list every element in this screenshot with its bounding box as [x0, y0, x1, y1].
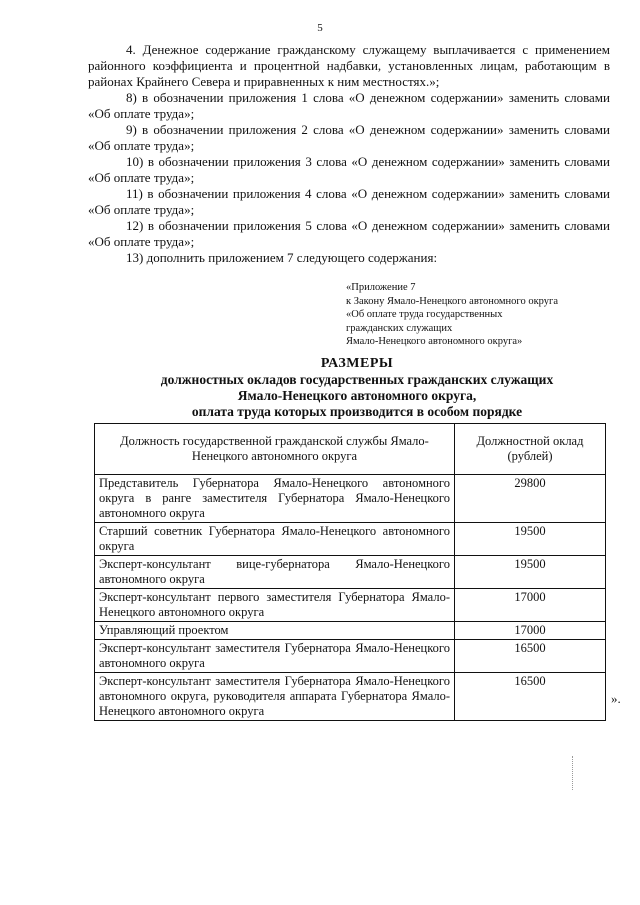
position-cell: Представитель Губернатора Ямало-Ненецкого автономного округа в ранге заместителя Губернатора Ямало-Ненецкого автономного округа — [95, 475, 455, 523]
document-title — [88, 356, 626, 420]
table-row — [95, 475, 606, 523]
table-row — [95, 640, 606, 673]
page-number: 5 — [317, 22, 323, 34]
paragraph: 13) дополнить приложением 7 следующего содержания: — [126, 250, 438, 265]
table-row — [95, 523, 606, 556]
paragraph: 10) в обозначении приложения 3 слова «О денежном содержании» заменить словами «Об оплате труда»; — [88, 154, 610, 185]
position-cell: Старший советник Губернатора Ямало-Ненецкого автономного округа — [95, 523, 455, 556]
closing-quote-mark: ». — [611, 691, 621, 706]
appendix-line: «Приложение 7 — [346, 282, 416, 293]
salary-cell: 19500 — [455, 556, 606, 589]
header-salary: Должностной оклад (рублей) — [455, 424, 606, 475]
paragraph: 9) в обозначении приложения 2 слова «О денежном содержании» заменить словами «Об оплате труда»; — [88, 122, 610, 153]
position-cell: Эксперт-консультант заместителя Губернатора Ямало-Ненецкого автономного округа, руководителя аппарата Губернатора Ямало-Ненецкого автономного округа — [95, 673, 455, 721]
table-row — [95, 556, 606, 589]
salary-cell: 16500 — [455, 640, 606, 673]
paragraph: 12) в обозначении приложения 5 слова «О денежном содержании» заменить словами «Об оплате труда»; — [88, 218, 610, 249]
appendix-line: к Закону Ямало-Ненецкого автономного округа — [346, 295, 558, 307]
table-header-row — [95, 424, 606, 475]
salary-cell: 29800 — [455, 475, 606, 523]
scan-artifact — [572, 756, 574, 790]
title-line: оплата труда которых производится в особом порядке — [191, 404, 523, 419]
table-row — [95, 589, 606, 622]
appendix-line: «Об оплате труда государственных — [346, 309, 503, 320]
position-cell: Эксперт-консультант первого заместителя Губернатора Ямало-Ненецкого автономного округа — [95, 589, 455, 622]
salary-cell: 17000 — [455, 589, 606, 622]
table-row — [95, 673, 606, 721]
appendix-header — [346, 281, 616, 349]
position-cell: Эксперт-консультант заместителя Губернатора Ямало-Ненецкого автономного округа — [95, 640, 455, 673]
paragraph: 11) в обозначении приложения 4 слова «О денежном содержании» заменить словами «Об оплате труда»; — [88, 186, 610, 217]
appendix-line: Ямало-Ненецкого автономного округа» — [346, 336, 523, 347]
title-line: должностных окладов государственных гражданских служащих — [160, 372, 554, 387]
salary-table — [94, 423, 606, 721]
title-main: РАЗМЕРЫ — [320, 356, 394, 371]
salary-cell: 19500 — [455, 523, 606, 556]
position-cell: Управляющий проектом — [95, 622, 455, 640]
paragraph: 4. Денежное содержание гражданскому служащему выплачивается с применением районного коэффициента и процентной надбавки, установленных лицам, работающим в районах Крайнего Севера и приравненных к ним местностях.»; — [88, 42, 610, 89]
body-text — [88, 42, 610, 266]
paragraph: 8) в обозначении приложения 1 слова «О денежном содержании» заменить словами «Об оплате труда»; — [88, 90, 610, 121]
table-row — [95, 622, 606, 640]
position-cell: Эксперт-консультант вице-губернатора Ямало-Ненецкого автономного округа — [95, 556, 455, 589]
salary-cell: 16500 — [455, 673, 606, 721]
header-position: Должность государственной гражданской службы Ямало-Ненецкого автономного округа — [95, 424, 455, 475]
appendix-line: гражданских служащих — [346, 322, 453, 334]
salary-cell: 17000 — [455, 622, 606, 640]
title-line: Ямало-Ненецкого автономного округа, — [237, 388, 477, 403]
